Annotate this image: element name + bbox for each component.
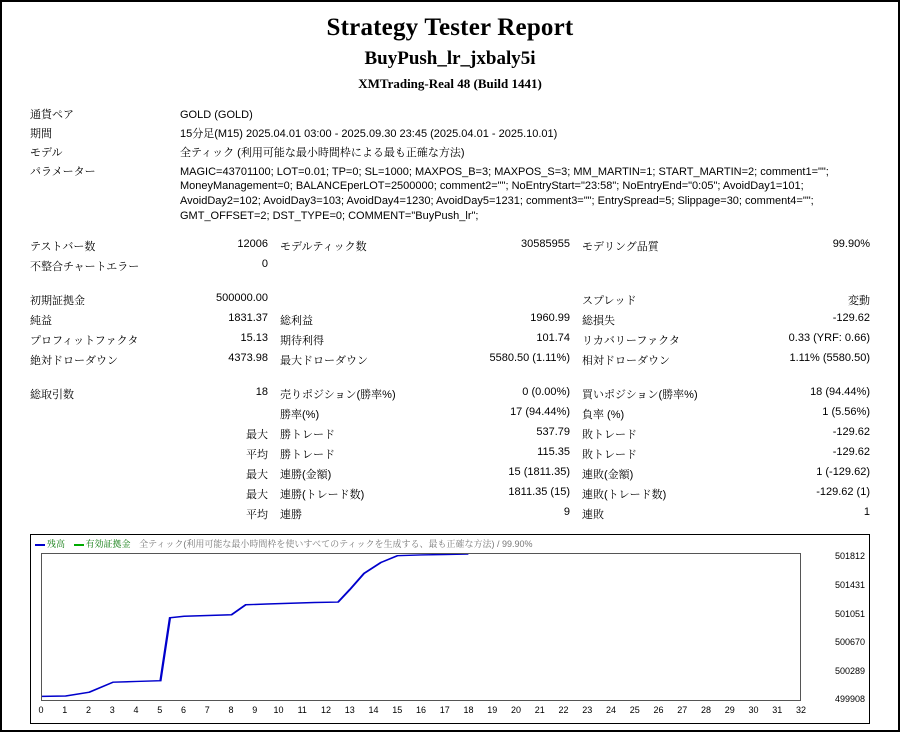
equity-chart <box>30 534 870 724</box>
loss-rate-label: 負率 (%) <box>582 408 625 421</box>
info-table <box>30 106 870 226</box>
x-tick-19: 19 <box>487 704 498 715</box>
x-tick-26: 26 <box>653 704 664 715</box>
profit-factor-label: プロフィットファクタ <box>30 334 139 347</box>
x-tick-6: 6 <box>180 704 187 715</box>
x-tick-11: 11 <box>297 704 307 715</box>
average-loss-label: 敗トレード <box>582 448 637 461</box>
net-profit-value: 1831.37 <box>228 311 268 324</box>
x-tick-4: 4 <box>133 704 139 715</box>
total-trades-value: 18 <box>255 385 268 398</box>
x-tick-3: 3 <box>109 704 115 715</box>
stats-row-avgconsec <box>30 504 870 524</box>
rel-drawdown-label: 相対ドローダウン <box>582 354 670 367</box>
gross-loss-label: 総損失 <box>582 314 615 327</box>
period-value: 15分足(M15) 2025.04.01 03:00 - 2025.09.30 23:45 (2025.04.01 - 2025.10.01) <box>180 127 558 140</box>
spread-label: スプレッド <box>582 294 637 307</box>
x-tick-18: 18 <box>463 704 474 715</box>
x-tick-1: 1 <box>62 704 68 715</box>
stats-row-maxconsec-trades <box>30 484 870 504</box>
x-tick-7: 7 <box>204 704 210 715</box>
max-consecutive-wins-value: 15 (1811.35) <box>508 465 570 478</box>
legend-label-equity: 有効証拠金 <box>85 538 131 549</box>
average-label: 平均 <box>246 448 268 461</box>
average-win-label: 勝トレード <box>280 448 335 461</box>
stats-row-average <box>30 444 870 464</box>
loss-rate-value: 1 (5.56%) <box>822 405 870 418</box>
legend-item-model: 全ティック(利用可能な最小時間枠を使いすべてのティックを生成する、最も正確な方法) / 99.90% <box>139 538 533 549</box>
max-consecutive-losses-label: 連敗(金額) <box>582 468 634 481</box>
x-tick-16: 16 <box>415 704 427 715</box>
abs-drawdown-value: 4373.98 <box>228 351 268 364</box>
x-tick-17: 17 <box>439 704 450 715</box>
average-loss-value: -129.62 <box>832 445 870 458</box>
y-tick-0: 501812 <box>834 550 865 561</box>
info-row-period <box>30 125 870 144</box>
max-consecutive-amount-label: 連勝(金額) <box>280 468 332 481</box>
largest-loss-value: -129.62 <box>832 425 870 438</box>
stats-row-bars <box>30 236 870 256</box>
short-positions-value: 0 (0.00%) <box>522 385 570 398</box>
y-tick-2: 501051 <box>834 608 865 619</box>
legend-swatch-equity <box>74 544 84 546</box>
max-drawdown-value: 5580.50 (1.11%) <box>489 351 570 364</box>
max-consecutive-losses-trades-value: -129.62 (1) <box>816 485 870 498</box>
stats-row-deposit <box>30 290 870 310</box>
params-label: パラメーター <box>30 165 96 178</box>
win-rate-value: 17 (94.44%) <box>510 405 570 418</box>
y-tick-1: 501431 <box>834 579 865 590</box>
x-tick-13: 13 <box>344 704 355 715</box>
quality-value: 99.90% <box>832 237 870 250</box>
x-tick-15: 15 <box>392 704 403 715</box>
stats-spacer-1 <box>30 276 870 290</box>
model-value: 全ティック (利用可能な最小時間枠による最も正確な方法) <box>180 146 465 159</box>
info-row-model <box>30 144 870 163</box>
legend-label-balance: 残高 <box>47 538 66 549</box>
gross-profit-label: 総利益 <box>280 314 313 327</box>
stats-spacer-2 <box>30 370 870 384</box>
broker-info: XMTrading-Real 48 (Build 1441) <box>358 76 542 91</box>
expected-payoff-value: 101.74 <box>536 331 570 344</box>
largest-label-3: 最大 <box>246 488 268 501</box>
gross-profit-value: 1960.99 <box>530 311 570 324</box>
chart-plot-area <box>41 553 801 701</box>
max-consecutive-wins-trades-value: 1811.35 (15) <box>508 485 570 498</box>
quality-label: モデリング品質 <box>582 240 659 253</box>
x-tick-8: 8 <box>228 704 234 715</box>
avg-consecutive-wins-label: 連勝 <box>280 508 302 521</box>
params-value: MAGIC=43701100; LOT=0.01; TP=0; SL=1000; MAXPOS_B=3; MAXPOS_S=3; MM_MARTIN=1; START_MARTIN=2; comment1=""; MoneyManagement=0; BALANCEperLOT=2500000; comment2=""; NoEntryStart="23:58"; NoEntryEnd="0:05"; AvoidDay1=101; AvoidDay2=102; AvoidDay3=103; AvoidDay4=1230; AvoidDay5=1231; comment3=""; EntrySpread=5; Slippage=30; comment4=""; GMT_OFFSET=2; DST_TYPE=0; COMMENT="BuyPush_lr"; <box>180 165 829 223</box>
stats-row-winrate <box>30 404 870 424</box>
x-tick-30: 30 <box>748 704 759 715</box>
spread-value: 変動 <box>848 294 870 307</box>
stats-row-maxconsec-amount <box>30 464 870 484</box>
ticks-label: モデルティック数 <box>280 240 367 253</box>
ticks-value: 30585955 <box>521 237 570 250</box>
largest-loss-label: 敗トレード <box>582 428 637 441</box>
model-label: モデル <box>30 146 63 159</box>
max-consecutive-losses-trades-label: 連敗(トレード数) <box>582 488 667 501</box>
info-row-params <box>30 163 870 226</box>
chart-legend <box>35 537 538 550</box>
recovery-factor-value: 0.33 (YRF: 0.66) <box>788 331 870 344</box>
x-tick-12: 12 <box>320 704 332 715</box>
y-tick-5: 499908 <box>834 693 865 704</box>
max-drawdown-label: 最大ドローダウン <box>280 354 368 367</box>
average-label-2: 平均 <box>246 508 268 521</box>
x-tick-20: 20 <box>510 704 522 715</box>
recovery-factor-label: リカバリーファクタ <box>582 334 680 347</box>
x-tick-2: 2 <box>85 704 92 715</box>
bars-label: テストバー数 <box>30 240 96 253</box>
win-rate-label: 勝率(%) <box>280 408 320 421</box>
initial-deposit-value: 500000.00 <box>216 291 268 304</box>
x-tick-28: 28 <box>700 704 712 715</box>
symbol-value: GOLD (GOLD) <box>180 109 253 121</box>
stats-row-netprofit <box>30 310 870 330</box>
x-tick-21: 21 <box>534 704 545 715</box>
legend-item-equity <box>74 539 131 549</box>
mismatch-label: 不整合チャートエラー <box>30 260 140 273</box>
long-positions-value: 18 (94.44%) <box>810 385 870 398</box>
x-tick-31: 31 <box>772 704 783 715</box>
stats-row-drawdown <box>30 350 870 370</box>
short-positions-label: 売りポジション(勝率%) <box>280 388 396 401</box>
chart-y-axis <box>803 550 867 704</box>
chart-x-axis <box>38 704 807 719</box>
stats-table <box>30 236 870 524</box>
abs-drawdown-label: 絶対ドローダウン <box>30 354 118 367</box>
x-tick-23: 23 <box>582 704 593 715</box>
ea-name: BuyPush_lr_jxbaly5i <box>364 48 536 69</box>
rel-drawdown-value: 1.11% (5580.50) <box>789 351 870 364</box>
largest-win-label: 勝トレード <box>280 428 335 441</box>
total-trades-label: 総取引数 <box>30 388 74 401</box>
y-tick-4: 500289 <box>834 666 865 677</box>
balance-curve-svg <box>42 554 800 700</box>
stats-row-mismatch <box>30 256 870 276</box>
x-tick-25: 25 <box>629 704 640 715</box>
largest-label-2: 最大 <box>246 468 268 481</box>
largest-win-value: 537.79 <box>536 425 570 438</box>
average-win-value: 115.35 <box>537 445 570 458</box>
long-positions-label: 買いポジション(勝率%) <box>582 388 698 401</box>
mismatch-value: 0 <box>261 257 268 270</box>
stats-row-trades <box>30 384 870 404</box>
y-tick-3: 500670 <box>834 637 865 648</box>
x-tick-14: 14 <box>368 704 379 715</box>
symbol-label: 通貨ペア <box>30 109 74 121</box>
avg-consecutive-wins-value: 9 <box>563 505 570 518</box>
stats-row-largest <box>30 424 870 444</box>
period-label: 期間 <box>30 127 52 140</box>
avg-consecutive-losses-value: 1 <box>863 505 870 518</box>
expected-payoff-label: 期待利得 <box>280 334 324 347</box>
x-tick-9: 9 <box>252 704 258 715</box>
legend-swatch-balance <box>35 544 45 546</box>
stats-row-pf <box>30 330 870 350</box>
x-tick-32: 32 <box>795 704 807 715</box>
gross-loss-value: -129.62 <box>832 311 870 324</box>
largest-label: 最大 <box>246 428 268 441</box>
max-consecutive-losses-value: 1 (-129.62) <box>816 465 870 478</box>
x-tick-5: 5 <box>157 704 163 715</box>
x-tick-27: 27 <box>677 704 688 715</box>
profit-factor-value: 15.13 <box>240 331 268 344</box>
x-tick-22: 22 <box>558 704 569 715</box>
info-row-symbol <box>30 106 870 125</box>
bars-value: 12006 <box>237 237 268 250</box>
x-tick-10: 10 <box>273 704 284 715</box>
x-tick-24: 24 <box>605 704 617 715</box>
page-title: Strategy Tester Report <box>326 14 574 41</box>
x-tick-29: 29 <box>724 704 735 715</box>
balance-curve <box>42 554 468 696</box>
avg-consecutive-losses-label: 連敗 <box>582 508 604 521</box>
max-consecutive-trades-label: 連勝(トレード数) <box>280 488 365 501</box>
legend-item-balance <box>35 539 65 549</box>
x-tick-0: 0 <box>38 704 44 715</box>
initial-deposit-label: 初期証拠金 <box>30 294 85 307</box>
net-profit-label: 純益 <box>30 314 52 327</box>
